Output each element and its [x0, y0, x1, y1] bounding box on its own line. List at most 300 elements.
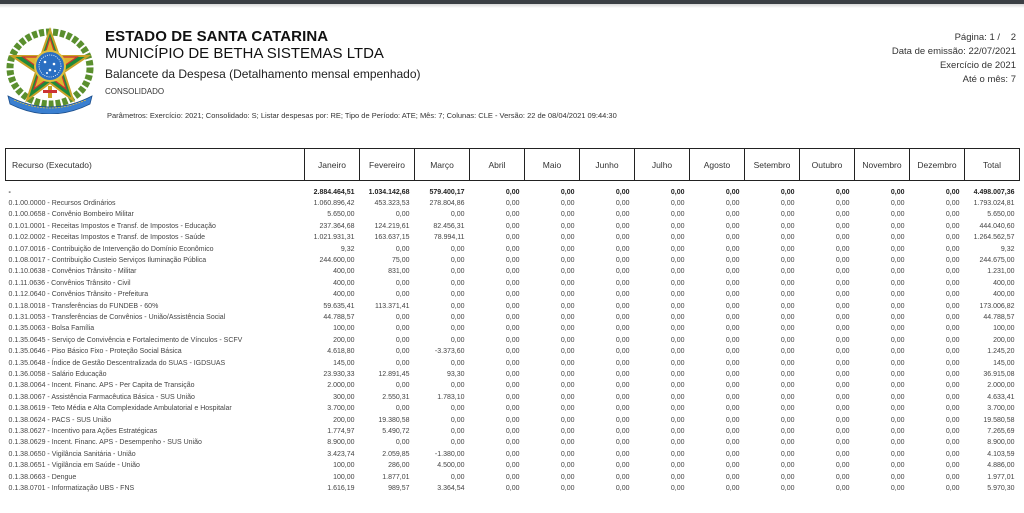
cell-junho: 0,00 — [615, 234, 630, 242]
cell-maio: 0,00 — [560, 234, 575, 242]
cell-agosto: 0,00 — [725, 291, 740, 299]
cell-total: 9,32 — [1000, 245, 1015, 253]
cell-novembro: 0,00 — [890, 405, 905, 413]
cell-agosto: 0,00 — [725, 382, 740, 390]
cell-setembro: 0,00 — [780, 211, 795, 219]
cell-abril: 0,00 — [505, 234, 520, 242]
cell-julho: 0,00 — [670, 268, 685, 276]
column-header-novembro: Novembro — [855, 149, 910, 181]
cell-maio: 0,00 — [560, 462, 575, 470]
cell-mar-o: 82.456,31 — [433, 222, 465, 230]
cell-setembro: 0,00 — [780, 393, 795, 401]
cell-maio: 0,00 — [560, 348, 575, 356]
resource-description: 0.1.07.0016 - Contribuição de Intervenção do Domínio Econômico — [8, 245, 214, 253]
cell-novembro: 0,00 — [890, 359, 905, 367]
cell-dezembro: 0,00 — [945, 416, 960, 424]
cell-novembro: 0,00 — [890, 256, 905, 264]
state-title: ESTADO DE SANTA CATARINA — [105, 28, 329, 45]
cell-abril: 0,00 — [505, 279, 520, 287]
cell-dezembro: 0,00 — [945, 256, 960, 264]
cell-junho: 0,00 — [615, 416, 630, 424]
cell-agosto: 0,00 — [725, 325, 740, 333]
cell-janeiro: 1.021.931,31 — [313, 234, 355, 242]
cell-fevereiro: 113.371,41 — [374, 302, 410, 310]
cell-janeiro: 3.700,00 — [327, 405, 355, 413]
cell-outubro: 0,00 — [835, 268, 850, 276]
resource-description: 0.1.31.0053 - Transferências de Convênios - União/Assistência Social — [8, 313, 226, 321]
cell-maio: 0,00 — [560, 382, 575, 390]
cell-agosto: 0,00 — [725, 416, 740, 424]
cell-total: 19.580,58 — [983, 416, 1015, 424]
cell-maio: 0,00 — [560, 325, 575, 333]
cell-fevereiro: 2.550,31 — [382, 393, 410, 401]
cell-outubro: 0,00 — [835, 428, 850, 436]
cell-abril: 0,00 — [505, 439, 520, 447]
cell-abril: 0,00 — [505, 462, 520, 470]
column-header-dezembro: Dezembro — [910, 149, 965, 181]
cell-dezembro: 0,00 — [945, 462, 960, 470]
cell-outubro: 0,00 — [835, 291, 850, 299]
cell-fevereiro: 0,00 — [395, 279, 410, 287]
cell-abril: 0,00 — [505, 485, 520, 493]
column-header-outubro: Outubro — [800, 149, 855, 181]
cell-maio: 0,00 — [560, 188, 575, 196]
cell-junho: 0,00 — [615, 302, 630, 310]
cell-dezembro: 0,00 — [945, 348, 960, 356]
cell-mar-o: 0,00 — [450, 428, 465, 436]
cell-junho: 0,00 — [615, 256, 630, 264]
cell-abril: 0,00 — [505, 348, 520, 356]
table-row — [6, 483, 1020, 494]
table-row — [6, 221, 1020, 232]
grand-total-row — [6, 187, 1020, 198]
cell-julho: 0,00 — [670, 405, 685, 413]
cell-junho: 0,00 — [615, 188, 630, 196]
column-header-fevereiro: Fevereiro — [360, 149, 415, 181]
cell-dezembro: 0,00 — [945, 188, 960, 196]
cell-junho: 0,00 — [615, 382, 630, 390]
cell-fevereiro: 1.034.142,68 — [368, 188, 410, 196]
resource-description: 0.1.36.0058 - Salário Educação — [8, 371, 107, 378]
cell-novembro: 0,00 — [890, 371, 905, 378]
cell-abril: 0,00 — [505, 382, 520, 390]
emission-date: Data de emissão: 22/07/2021 — [891, 46, 1016, 57]
exercise-year: Exercício de 2021 — [939, 60, 1016, 71]
cell-julho: 0,00 — [670, 382, 685, 390]
cell-total: 100,00 — [993, 325, 1015, 333]
cell-outubro: 0,00 — [835, 393, 850, 401]
cell-maio: 0,00 — [560, 439, 575, 447]
cell-fevereiro: 286,00 — [388, 462, 410, 470]
cell-abril: 0,00 — [505, 336, 520, 344]
resource-description: 0.1.38.0627 - Incentivo para Ações Estratégicas — [8, 428, 158, 436]
cell-dezembro: 0,00 — [945, 222, 960, 230]
table-row — [6, 198, 1020, 209]
cell-abril: 0,00 — [505, 313, 520, 321]
cell-dezembro: 0,00 — [945, 268, 960, 276]
cell-janeiro: 8.900,00 — [327, 439, 355, 447]
table-header-row — [6, 149, 1020, 181]
cell-maio: 0,00 — [560, 371, 575, 378]
cell-setembro: 0,00 — [780, 439, 795, 447]
cell-total: 400,00 — [993, 279, 1015, 287]
cell-novembro: 0,00 — [890, 325, 905, 333]
cell-maio: 0,00 — [560, 245, 575, 253]
table-row — [6, 403, 1020, 414]
cell-mar-o: 0,00 — [450, 268, 465, 276]
cell-agosto: 0,00 — [725, 222, 740, 230]
resource-description: 0.1.00.0000 - Recursos Ordinários — [8, 199, 116, 207]
resource-description: 0.1.08.0017 - Contribuição Custeio Serviços Iluminação Pública — [8, 256, 207, 264]
table-row — [6, 312, 1020, 323]
column-header-setembro: Setembro — [745, 149, 800, 181]
cell-total: 7.265,69 — [987, 428, 1015, 436]
cell-junho: 0,00 — [615, 428, 630, 436]
cell-agosto: 0,00 — [725, 359, 740, 367]
cell-julho: 0,00 — [670, 256, 685, 264]
cell-abril: 0,00 — [505, 405, 520, 413]
cell-janeiro: 59.635,41 — [323, 302, 355, 310]
cell-abril: 0,00 — [505, 416, 520, 424]
cell-janeiro: 145,00 — [333, 359, 355, 367]
cell-total: 5.970,30 — [987, 485, 1015, 493]
cell-setembro: 0,00 — [780, 291, 795, 299]
cell-julho: 0,00 — [670, 371, 685, 378]
resource-description: 0.1.35.0063 - Bolsa Família — [8, 325, 95, 333]
cell-total: 8.900,00 — [987, 439, 1015, 447]
cell-total: 1.264.562,57 — [973, 234, 1015, 242]
cell-outubro: 0,00 — [835, 336, 850, 344]
cell-dezembro: 0,00 — [945, 313, 960, 321]
cell-fevereiro: 0,00 — [395, 325, 410, 333]
cell-total: 444.040,60 — [979, 222, 1015, 230]
resource-description: 0.1.01.0001 - Receitas Impostos e Transf. de Impostos - Educação — [8, 222, 216, 230]
cell-outubro: 0,00 — [835, 382, 850, 390]
cell-outubro: 0,00 — [835, 222, 850, 230]
cell-junho: 0,00 — [615, 291, 630, 299]
cell-total: 4.103,59 — [987, 450, 1015, 458]
cell-setembro: 0,00 — [780, 234, 795, 242]
cell-julho: 0,00 — [670, 188, 685, 196]
cell-outubro: 0,00 — [835, 473, 850, 481]
table-row — [6, 323, 1020, 334]
cell-mar-o: 93,30 — [446, 371, 465, 378]
cell-total: 4.498.007,36 — [973, 188, 1015, 196]
cell-janeiro: 5.650,00 — [327, 211, 355, 219]
viewer-top-shade — [0, 4, 1024, 8]
table-row — [6, 346, 1020, 357]
cell-outubro: 0,00 — [835, 199, 850, 207]
cell-fevereiro: 989,57 — [388, 485, 410, 493]
cell-setembro: 0,00 — [780, 199, 795, 207]
cell-outubro: 0,00 — [835, 462, 850, 470]
cell-total: 3.700,00 — [987, 405, 1015, 413]
cell-fevereiro: 453.323,53 — [374, 199, 410, 207]
table-row — [6, 335, 1020, 346]
cell-setembro: 0,00 — [780, 245, 795, 253]
cell-outubro: 0,00 — [835, 405, 850, 413]
cell-setembro: 0,00 — [780, 188, 795, 196]
cell-junho: 0,00 — [615, 405, 630, 413]
cell-dezembro: 0,00 — [945, 371, 960, 378]
cell-novembro: 0,00 — [890, 393, 905, 401]
cell-maio: 0,00 — [560, 268, 575, 276]
cell-setembro: 0,00 — [780, 336, 795, 344]
cell-junho: 0,00 — [615, 462, 630, 470]
cell-novembro: 0,00 — [890, 199, 905, 207]
report-meta — [892, 31, 1016, 87]
cell-agosto: 0,00 — [725, 279, 740, 287]
cell-janeiro: 1.774,97 — [327, 428, 355, 436]
cell-fevereiro: 2.059,85 — [382, 450, 410, 458]
cell-janeiro: 2.884.464,51 — [313, 188, 355, 196]
cell-total: 1.231,00 — [987, 268, 1015, 276]
report-title: Balancete da Despesa (Detalhamento mensal empenhado) — [105, 67, 421, 81]
cell-setembro: 0,00 — [780, 302, 795, 310]
cell-maio: 0,00 — [560, 291, 575, 299]
column-header-junho: Junho — [580, 149, 635, 181]
cell-junho: 0,00 — [615, 313, 630, 321]
cell-fevereiro: 0,00 — [395, 336, 410, 344]
cell-janeiro: 237.364,68 — [319, 222, 355, 230]
cell-abril: 0,00 — [505, 325, 520, 333]
table-row — [6, 358, 1020, 369]
resource-description: 0.1.38.0651 - Vigilância em Saúde - União — [8, 462, 140, 470]
cell-dezembro: 0,00 — [945, 234, 960, 242]
cell-junho: 0,00 — [615, 371, 630, 378]
cell-fevereiro: 5.490,72 — [382, 428, 410, 436]
cell-fevereiro: 0,00 — [395, 211, 410, 219]
cell-novembro: 0,00 — [890, 348, 905, 356]
cell-julho: 0,00 — [670, 245, 685, 253]
cell-agosto: 0,00 — [725, 188, 740, 196]
cell-novembro: 0,00 — [890, 268, 905, 276]
cell-mar-o: 3.364,54 — [437, 485, 465, 493]
cell-novembro: 0,00 — [890, 234, 905, 242]
cell-total: 4.633,41 — [987, 393, 1015, 401]
cell-mar-o: 0,00 — [450, 416, 465, 424]
cell-novembro: 0,00 — [890, 245, 905, 253]
cell-abril: 0,00 — [505, 428, 520, 436]
cell-fevereiro: 0,00 — [395, 359, 410, 367]
cell-junho: 0,00 — [615, 222, 630, 230]
cell-janeiro: 2.000,00 — [327, 382, 355, 390]
cell-maio: 0,00 — [560, 450, 575, 458]
table-row — [6, 437, 1020, 448]
cell-outubro: 0,00 — [835, 211, 850, 219]
cell-julho: 0,00 — [670, 348, 685, 356]
cell-dezembro: 0,00 — [945, 428, 960, 436]
cell-outubro: 0,00 — [835, 245, 850, 253]
resource-description: 0.1.12.0640 - Convênios Trânsito - Prefeitura — [8, 291, 149, 299]
cell-dezembro: 0,00 — [945, 245, 960, 253]
cell-novembro: 0,00 — [890, 211, 905, 219]
cell-setembro: 0,00 — [780, 428, 795, 436]
cell-fevereiro: 19.380,58 — [378, 416, 410, 424]
municipality-title: MUNICÍPIO DE BETHA SISTEMAS LTDA — [105, 45, 384, 62]
cell-fevereiro: 1.877,01 — [382, 473, 410, 481]
cell-novembro: 0,00 — [890, 473, 905, 481]
cell-mar-o: 0,00 — [450, 245, 465, 253]
cell-fevereiro: 124.219,61 — [374, 222, 410, 230]
cell-novembro: 0,00 — [890, 188, 905, 196]
cell-agosto: 0,00 — [725, 348, 740, 356]
report-parameters: Parâmetros: Exercício: 2021; Consolidado: S; Listar despesas por: RE; Tipo de Período: ATE; Mês: 7; Colunas: CLE - Versão: 22 de 08/04/2021 09:44:30 — [107, 111, 617, 120]
cell-janeiro: 300,00 — [333, 393, 355, 401]
table-row — [6, 301, 1020, 312]
cell-julho: 0,00 — [670, 211, 685, 219]
cell-total: 1.245,20 — [987, 348, 1015, 356]
cell-outubro: 0,00 — [835, 313, 850, 321]
cell-total: 173.006,82 — [979, 302, 1015, 310]
cell-novembro: 0,00 — [890, 291, 905, 299]
cell-junho: 0,00 — [615, 325, 630, 333]
cell-dezembro: 0,00 — [945, 473, 960, 481]
cell-agosto: 0,00 — [725, 462, 740, 470]
cell-fevereiro: 0,00 — [395, 382, 410, 390]
column-header-total: Total — [965, 149, 1020, 181]
cell-dezembro: 0,00 — [945, 302, 960, 310]
cell-setembro: 0,00 — [780, 279, 795, 287]
cell-novembro: 0,00 — [890, 336, 905, 344]
cell-setembro: 0,00 — [780, 256, 795, 264]
cell-total: 36.915,08 — [983, 371, 1015, 378]
table-body — [6, 181, 1020, 495]
cell-janeiro: 23.930,33 — [323, 371, 355, 378]
cell-maio: 0,00 — [560, 211, 575, 219]
table-row — [6, 232, 1020, 243]
cell-novembro: 0,00 — [890, 416, 905, 424]
column-header-recurso-executado: Recurso (Executado) — [6, 149, 305, 181]
cell-mar-o: 0,00 — [450, 302, 465, 310]
cell-maio: 0,00 — [560, 222, 575, 230]
cell-janeiro: 100,00 — [333, 325, 355, 333]
cell-abril: 0,00 — [505, 268, 520, 276]
cell-mar-o: 1.783,10 — [437, 393, 465, 401]
cell-dezembro: 0,00 — [945, 359, 960, 367]
cell-janeiro: 244.600,00 — [319, 256, 355, 264]
cell-janeiro: 200,00 — [333, 416, 355, 424]
cell-total: 44.788,57 — [983, 313, 1015, 321]
cell-setembro: 0,00 — [780, 325, 795, 333]
cell-dezembro: 0,00 — [945, 393, 960, 401]
cell-junho: 0,00 — [615, 199, 630, 207]
cell-janeiro: 44.788,57 — [323, 313, 355, 321]
cell-maio: 0,00 — [560, 199, 575, 207]
cell-dezembro: 0,00 — [945, 405, 960, 413]
cell-total: 4.886,00 — [987, 462, 1015, 470]
cell-agosto: 0,00 — [725, 268, 740, 276]
cell-junho: 0,00 — [615, 393, 630, 401]
consolidated-label: CONSOLIDADO — [105, 87, 165, 96]
cell-agosto: 0,00 — [725, 393, 740, 401]
cell-julho: 0,00 — [670, 302, 685, 310]
cell-abril: 0,00 — [505, 371, 520, 378]
cell-outubro: 0,00 — [835, 279, 850, 287]
cell-julho: 0,00 — [670, 234, 685, 242]
cell-setembro: 0,00 — [780, 382, 795, 390]
cell-dezembro: 0,00 — [945, 211, 960, 219]
column-header-mar-o: Março — [415, 149, 470, 181]
cell-fevereiro: 0,00 — [395, 245, 410, 253]
cell-fevereiro: 75,00 — [391, 256, 410, 264]
cell-outubro: 0,00 — [835, 234, 850, 242]
cell-agosto: 0,00 — [725, 245, 740, 253]
cell-agosto: 0,00 — [725, 234, 740, 242]
cell-janeiro: 100,00 — [333, 473, 355, 481]
cell-agosto: 0,00 — [725, 256, 740, 264]
cell-mar-o: -1.380,00 — [434, 450, 465, 458]
cell-setembro: 0,00 — [780, 371, 795, 378]
cell-abril: 0,00 — [505, 222, 520, 230]
resource-description: 0.1.38.0619 - Teto Média e Alta Complexidade Ambulatorial e Hospitalar — [8, 405, 232, 413]
resource-description: 0.1.35.0646 - Piso Básico Fixo - Proteção Social Básica — [8, 348, 182, 356]
cell-julho: 0,00 — [670, 325, 685, 333]
cell-abril: 0,00 — [505, 359, 520, 367]
cell-julho: 0,00 — [670, 336, 685, 344]
cell-agosto: 0,00 — [725, 371, 740, 378]
resource-description: 0.1.38.0663 - Dengue — [8, 473, 77, 481]
cell-maio: 0,00 — [560, 393, 575, 401]
expense-table — [5, 148, 1020, 494]
cell-fevereiro: 163.637,15 — [374, 234, 410, 242]
cell-agosto: 0,00 — [725, 199, 740, 207]
cell-outubro: 0,00 — [835, 325, 850, 333]
cell-maio: 0,00 — [560, 405, 575, 413]
until-month: Até o mês: 7 — [962, 74, 1016, 85]
resource-description: 0.1.38.0624 - PACS - SUS União — [8, 416, 112, 424]
cell-setembro: 0,00 — [780, 313, 795, 321]
cell-janeiro: 1.060.896,42 — [313, 199, 355, 207]
cell-julho: 0,00 — [670, 199, 685, 207]
cell-outubro: 0,00 — [835, 371, 850, 378]
cell-novembro: 0,00 — [890, 313, 905, 321]
cell-outubro: 0,00 — [835, 188, 850, 196]
cell-outubro: 0,00 — [835, 485, 850, 493]
cell-agosto: 0,00 — [725, 336, 740, 344]
cell-mar-o: 0,00 — [450, 439, 465, 447]
cell-setembro: 0,00 — [780, 268, 795, 276]
cell-fevereiro: 12.891,45 — [378, 371, 410, 378]
cell-maio: 0,00 — [560, 279, 575, 287]
cell-junho: 0,00 — [615, 359, 630, 367]
cell-janeiro: 1.616,19 — [327, 485, 355, 493]
cell-janeiro: 9,32 — [340, 245, 355, 253]
table-row — [6, 472, 1020, 483]
cell-dezembro: 0,00 — [945, 279, 960, 287]
cell-abril: 0,00 — [505, 393, 520, 401]
cell-julho: 0,00 — [670, 450, 685, 458]
cell-setembro: 0,00 — [780, 222, 795, 230]
page-total: 2 — [1010, 32, 1016, 43]
cell-maio: 0,00 — [560, 473, 575, 481]
cell-mar-o: 0,00 — [450, 256, 465, 264]
cell-mar-o: 0,00 — [450, 382, 465, 390]
cell-maio: 0,00 — [560, 428, 575, 436]
cell-janeiro: 3.423,74 — [327, 450, 355, 458]
cell-agosto: 0,00 — [725, 313, 740, 321]
cell-setembro: 0,00 — [780, 348, 795, 356]
cell-dezembro: 0,00 — [945, 325, 960, 333]
cell-julho: 0,00 — [670, 428, 685, 436]
cell-julho: 0,00 — [670, 291, 685, 299]
cell-novembro: 0,00 — [890, 222, 905, 230]
resource-description: 0.1.38.0629 - Incent. Financ. APS - Desempenho - SUS União — [8, 439, 202, 447]
resource-description: 0.1.18.0018 - Transferências do FUNDEB - 60% — [8, 302, 159, 310]
cell-dezembro: 0,00 — [945, 485, 960, 493]
cell-agosto: 0,00 — [725, 211, 740, 219]
cell-julho: 0,00 — [670, 222, 685, 230]
